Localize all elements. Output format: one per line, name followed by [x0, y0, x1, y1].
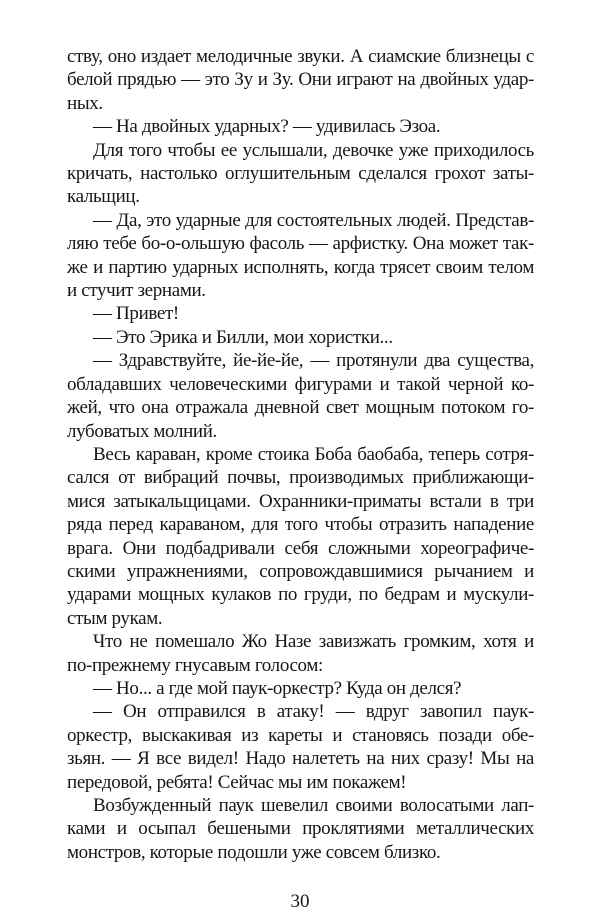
paragraph — [67, 209, 534, 303]
text-line: лубоватых молний. — [67, 420, 217, 442]
text-line: жей, что она отражала дневной свет мощным потоком го- — [67, 397, 534, 419]
text-line: — Он отправился в атаку! — вдруг завопил паук- — [93, 701, 534, 723]
text-line: Весь караван, кроме стоика Боба баобаба, теперь сотря- — [93, 443, 534, 465]
paragraph — [67, 302, 534, 325]
text-line: мися затыкальщицами. Охранники-приматы встали в три — [67, 490, 534, 512]
paragraph — [67, 349, 534, 443]
text-line: и стучит зернами. — [67, 280, 206, 302]
paragraph — [67, 115, 534, 138]
paragraph — [67, 677, 534, 700]
text-line: ных. — [67, 92, 103, 114]
text-line: — Привет! — [93, 303, 179, 325]
text-line: Что не помешало Жо Назе завизжать громким, хотя и — [93, 631, 534, 653]
text-line: ряда перед караваном, для того чтобы отразить нападение — [67, 514, 534, 536]
text-line: — На двойных ударных? — удивилась Эзоа. — [93, 116, 441, 138]
text-line: скими упражнениями, сопровождавшимися рычанием и — [67, 560, 534, 582]
text-line: стым рукам. — [67, 607, 163, 629]
paragraph — [67, 794, 534, 864]
text-line: кричать, настолько оглушительным сделался грохот заты- — [67, 163, 534, 185]
text-line: ками и осыпал бешеными проклятиями металлических — [67, 818, 534, 840]
text-line: передовой, ребята! Сейчас мы им покажем! — [67, 771, 407, 793]
paragraph — [67, 45, 534, 115]
text-line: монстров, которые подошли уже совсем близко. — [67, 841, 441, 863]
text-line: зьян. — Я все видел! Надо налететь на них сразу! Мы на — [67, 748, 534, 770]
paragraph — [67, 139, 534, 209]
text-line: оркестр, выскакивая из кареты и становясь позади обе- — [67, 724, 534, 746]
text-line: Возбужденный паук шевелил своими волосатыми лап- — [93, 795, 534, 816]
paragraph — [67, 700, 534, 794]
text-line: обладавших человеческими фигурами и такой черной ко- — [67, 373, 534, 395]
text-line: по-прежнему гнусавым голосом: — [67, 654, 323, 676]
text-line: ударами мощных кулаков по груди, по бедрам и мускули- — [67, 584, 534, 606]
text-line: Для того чтобы ее услышали, девочке уже приходилось — [93, 139, 534, 161]
text-line: же и партию ударных исполнять, когда трясет своим телом — [67, 256, 534, 278]
page-body — [67, 0, 534, 864]
text-line: сался от вибраций почвы, производимых приближающи- — [67, 467, 534, 489]
paragraph — [67, 630, 534, 677]
text-line: ству, оно издает мелодичные звуки. А сиамские близнецы с — [67, 46, 534, 67]
text-line: — Да, это ударные для состоятельных людей. Представ- — [93, 209, 534, 231]
page-number: 30 — [290, 891, 310, 913]
text-line: ляю тебе бо-о-ольшую фасоль — арфистку. Она может так- — [67, 233, 534, 255]
text-line: — Но... а где мой паук-оркестр? Куда он делся? — [93, 677, 462, 699]
text-line: — Это Эрика и Билли, мои хористки... — [93, 326, 393, 348]
paragraph — [67, 326, 534, 349]
text-line: — Здравствуйте, йе-йе-йе, — протянули два существа, — [93, 350, 534, 372]
paragraph — [67, 443, 534, 630]
text-line: врага. Они подбадривали себя сложными хореографиче- — [67, 537, 534, 559]
text-line: белой прядью — это Зу и Зу. Они играют на двойных удар- — [67, 69, 534, 91]
text-line: кальщиц. — [67, 186, 140, 208]
